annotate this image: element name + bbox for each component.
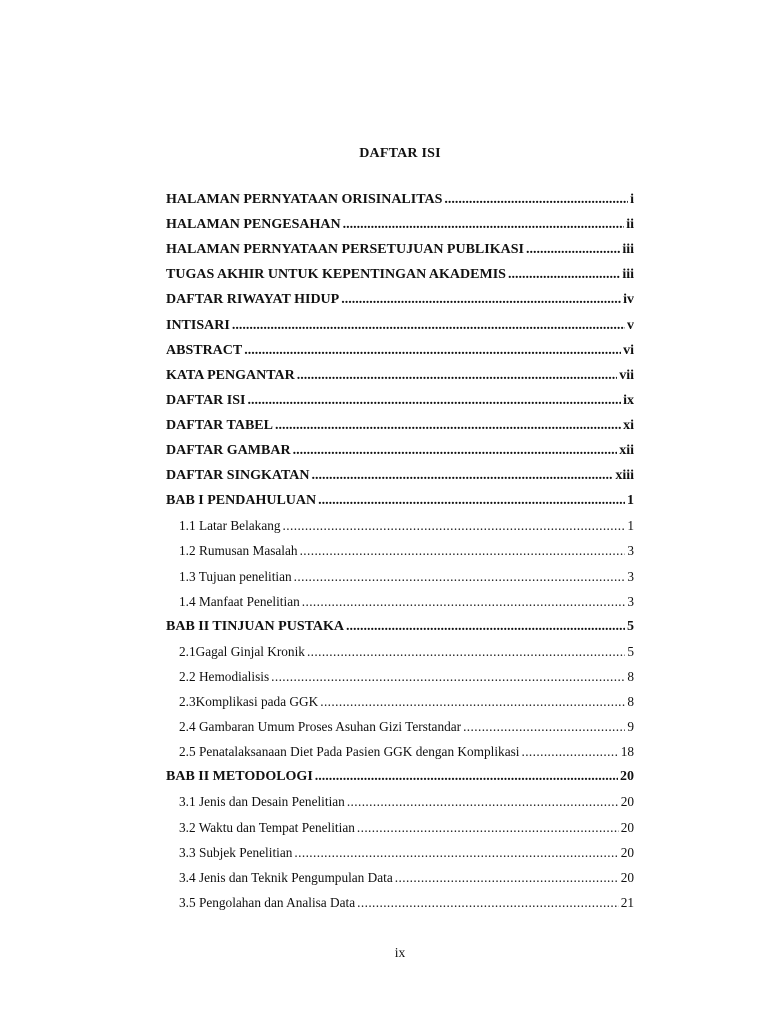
toc-dot-leader [347, 794, 619, 810]
toc-dot-leader [526, 242, 620, 258]
toc-chapter-entry [166, 211, 634, 233]
toc-entry-page: 18 [620, 744, 634, 760]
toc-entry-page: vi [623, 342, 634, 358]
toc-entry-page: 8 [627, 694, 634, 709]
toc-entry-label: DAFTAR TABEL [166, 417, 273, 433]
toc-entry-page: iii [622, 242, 634, 258]
toc-dot-leader [275, 418, 621, 434]
toc-entry-label: 1.4 Manfaat Penelitian [179, 593, 300, 609]
toc-entry-label: 3.5 Pengolahan dan Analisa Data [179, 894, 356, 910]
toc-section-entry [179, 638, 634, 660]
toc-entry-label: 2.4 Gambaran Umum Proses Asuhan Gizi Terstandar [179, 719, 462, 735]
toc-entry-page: 5 [627, 618, 634, 634]
toc-chapter-entry [166, 387, 634, 409]
toc-chapter-entry [166, 337, 634, 359]
toc-entry-label: BAB II TINJUAN PUSTAKA [166, 618, 345, 634]
toc-dot-leader [395, 870, 619, 886]
toc-entry-page: 3 [627, 593, 634, 609]
toc-chapter-entry [166, 236, 634, 258]
toc-chapter-entry [166, 362, 634, 384]
toc-section-entry [179, 588, 634, 610]
page-number: ix [394, 945, 406, 960]
toc-chapter-entry [166, 186, 634, 208]
toc-entry-label: DAFTAR SINGKATAN [166, 468, 310, 484]
toc-entry-page: iv [623, 292, 634, 308]
toc-dot-leader [346, 619, 625, 635]
toc-entry-page: xii [619, 443, 634, 458]
toc-entry-page: iii [622, 267, 634, 283]
toc-entry-page: 20 [620, 769, 634, 785]
toc-dot-leader [271, 669, 625, 685]
toc-dot-leader [294, 845, 618, 861]
toc-entry-page: i [630, 192, 634, 207]
toc-entry-label: HALAMAN PERNYATAAN PERSETUJUAN PUBLIKASI [166, 242, 524, 258]
toc-dot-leader [341, 292, 621, 308]
toc-dot-leader [302, 594, 626, 610]
toc-entry-page: 1 [627, 493, 634, 509]
toc-entry-page: 9 [627, 719, 634, 735]
toc-section-entry [179, 537, 634, 559]
toc-dot-leader [312, 468, 614, 484]
toc-dot-leader [283, 518, 626, 534]
toc-dot-leader [244, 343, 621, 359]
toc-entry-label: 1.2 Rumusan Masalah [179, 543, 298, 559]
toc-dot-leader [300, 543, 626, 559]
toc-chapter-entry [166, 437, 634, 459]
toc-section-entry [179, 788, 634, 810]
toc-entry-label: KATA PENGANTAR [166, 367, 295, 383]
toc-dot-leader [315, 769, 618, 785]
toc-section-entry [179, 663, 634, 685]
toc-entry-page: ix [623, 392, 634, 408]
page-title: DAFTAR ISI [359, 146, 441, 161]
toc-entry-label: HALAMAN PENGESAHAN [166, 217, 341, 233]
toc-dot-leader [232, 318, 625, 334]
toc-entry-label: 2.3Komplikasi pada GGK [179, 694, 319, 709]
toc-dot-leader [293, 443, 618, 459]
toc-dot-leader [357, 820, 619, 836]
toc-dot-leader [247, 393, 621, 409]
toc-entry-label: 1.3 Tujuan penelitian [179, 568, 292, 584]
toc-section-entry [179, 814, 634, 836]
toc-entry-label: ABSTRACT [166, 342, 243, 358]
toc-section-entry [179, 889, 634, 911]
toc-entry-label: BAB I PENDAHULUAN [166, 493, 317, 509]
toc-dot-leader [307, 644, 625, 660]
toc-section-entry [179, 864, 634, 886]
toc-dot-leader [444, 192, 628, 208]
toc-dot-leader [297, 368, 617, 384]
toc-entry-label: BAB II METODOLOGI [166, 769, 313, 785]
toc-entry-page: 20 [620, 794, 634, 810]
toc-chapter-entry [166, 487, 634, 509]
toc-entry-label: TUGAS AKHIR UNTUK KEPENTINGAN AKADEMIS [166, 267, 506, 283]
toc-entry-label: 3.2 Waktu dan Tempat Penelitian [179, 819, 355, 835]
toc-entry-page: 3 [627, 543, 634, 559]
toc-entry-page: 21 [620, 894, 634, 910]
toc-entry-label: 3.4 Jenis dan Teknik Pengumpulan Data [179, 869, 393, 885]
toc-entry-label: 2.2 Hemodialisis [179, 668, 270, 684]
toc-section-entry [179, 563, 634, 585]
toc-dot-leader [294, 569, 626, 585]
toc-dot-leader [463, 719, 625, 735]
toc-entry-label: 1.1 Latar Belakang [179, 518, 281, 534]
toc-section-entry [179, 839, 634, 861]
toc-entry-page: 20 [620, 819, 634, 835]
toc-dot-leader [343, 217, 625, 233]
toc-dot-leader [320, 694, 625, 710]
toc-entry-label: 3.1 Jenis dan Desain Penelitian [179, 794, 345, 810]
toc-chapter-entry [166, 462, 634, 484]
toc-entry-page: 1 [627, 518, 634, 534]
toc-dot-leader [357, 895, 619, 911]
toc-section-entry [179, 738, 634, 760]
toc-entry-page: ii [626, 217, 634, 233]
toc-entry-page: 20 [620, 869, 634, 885]
toc-entry-label: 2.1Gagal Ginjal Kronik [179, 643, 305, 659]
toc-entry-label: 3.3 Subjek Penelitian [179, 844, 293, 860]
toc-entry-page: xi [623, 417, 634, 433]
toc-chapter-entry [166, 261, 634, 283]
toc-section-entry [179, 512, 634, 534]
toc-entry-label: DAFTAR GAMBAR [166, 443, 291, 458]
toc-entry-page: v [627, 317, 634, 333]
toc-chapter-entry [166, 286, 634, 308]
toc-chapter-entry [166, 412, 634, 434]
toc-entry-page: 5 [627, 643, 634, 659]
toc-entry-page: 20 [620, 844, 634, 860]
toc-entry-label: 2.5 Penatalaksanaan Diet Pada Pasien GGK dengan Komplikasi [179, 744, 520, 760]
toc-dot-leader [521, 744, 618, 760]
toc-entry-page: vii [619, 367, 634, 383]
toc-chapter-entry [166, 312, 634, 334]
toc-entry-label: DAFTAR ISI [166, 392, 246, 408]
toc-entry-page: xiii [615, 468, 634, 484]
toc-chapter-entry [166, 613, 634, 635]
toc-entry-page: 3 [627, 568, 634, 584]
toc-entry-label: HALAMAN PERNYATAAN ORISINALITAS [166, 192, 443, 207]
toc-section-entry [179, 688, 634, 710]
toc-section-entry [179, 713, 634, 735]
toc-dot-leader [318, 493, 625, 509]
toc-dot-leader [508, 267, 620, 283]
toc-chapter-entry [166, 763, 634, 785]
toc-entry-label: INTISARI [166, 317, 230, 333]
toc-entry-label: DAFTAR RIWAYAT HIDUP [166, 292, 340, 308]
toc-entry-page: 8 [627, 668, 634, 684]
